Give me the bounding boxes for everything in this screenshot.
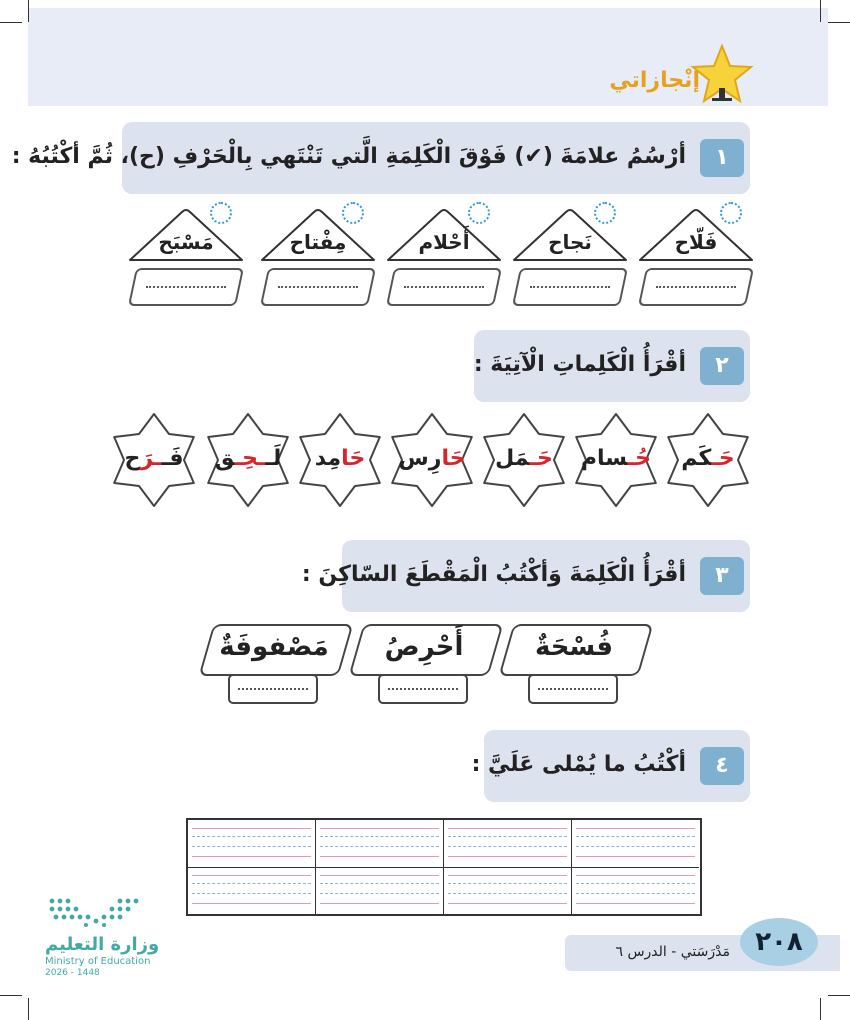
- writing-guide-line: [320, 903, 439, 904]
- checkmark-circle[interactable]: [342, 202, 364, 224]
- writing-guide-line: [192, 846, 311, 847]
- q1-word: فَلّاح: [674, 230, 718, 254]
- writing-guide-line: [448, 856, 567, 857]
- writing-guide-line: [448, 846, 567, 847]
- writing-guide-line: [320, 836, 439, 837]
- question-number-badge: ١: [700, 139, 744, 177]
- checkmark-circle[interactable]: [594, 202, 616, 224]
- writing-cell[interactable]: [444, 820, 572, 868]
- q2-word: فَــرَح: [124, 446, 184, 471]
- writing-cell[interactable]: [572, 820, 699, 868]
- question-3-instruction: أقْرَأُ الْكَلِمَةَ وَأكْتُبُ الْمَقْطَعَ السّاكِنَ :: [301, 562, 686, 587]
- answer-box[interactable]: [228, 674, 318, 704]
- writing-guide-line: [448, 828, 567, 829]
- checkmark-circle[interactable]: [468, 202, 490, 224]
- q1-word: نَجاح: [548, 230, 592, 254]
- answer-dots: [278, 286, 358, 288]
- q3-word: فُسْحَةٌ: [535, 632, 613, 662]
- answer-box[interactable]: [128, 268, 244, 306]
- question-2-bar: [474, 330, 750, 402]
- q2-word: حَـكَم: [681, 446, 735, 471]
- writing-guide-line: [192, 875, 311, 876]
- writing-guide-line: [576, 903, 695, 904]
- question-4-bar: [471, 730, 750, 802]
- writing-guide-line: [320, 846, 439, 847]
- writing-guide-line: [576, 836, 695, 837]
- question-4-instruction: أكْتُبُ ما يُمْلى عَلَيَّ :: [471, 752, 686, 777]
- ministry-name-arabic: وزارة التعليم: [45, 934, 160, 955]
- writing-cell[interactable]: [316, 867, 444, 914]
- q3-word: مَصْفوفَةٌ: [219, 632, 329, 662]
- writing-cell[interactable]: [572, 867, 699, 914]
- question-number-badge: ٣: [700, 557, 744, 595]
- ministry-year: 2026 - 1448: [45, 968, 100, 978]
- answer-box[interactable]: [512, 268, 628, 306]
- highlighted-letter: حَـ: [529, 446, 553, 471]
- answer-box[interactable]: [528, 674, 618, 704]
- highlighted-letter: حَـ: [711, 446, 735, 471]
- checkmark-circle[interactable]: [210, 202, 232, 224]
- question-3-bar: [301, 540, 750, 612]
- writing-guide-line: [448, 883, 567, 884]
- writing-cell[interactable]: [316, 820, 444, 868]
- writing-guide-line: [320, 856, 439, 857]
- highlighted-letter: ـحِـ: [234, 446, 266, 471]
- checkmark-circle[interactable]: [720, 202, 742, 224]
- highlighted-letter: حَا: [341, 446, 366, 471]
- q2-word: حُـسام: [580, 446, 651, 471]
- writing-guide-line: [192, 883, 311, 884]
- writing-guide-line: [576, 856, 695, 857]
- writing-cell[interactable]: [188, 820, 316, 868]
- answer-box[interactable]: [638, 268, 754, 306]
- q1-word: مَسْبَح: [158, 230, 214, 254]
- writing-cell[interactable]: [188, 867, 316, 914]
- writing-guide-line: [192, 828, 311, 829]
- highlighted-letter: حَا: [441, 446, 466, 471]
- writing-guide-line: [576, 846, 695, 847]
- q2-word: لَــحِـق: [214, 446, 282, 471]
- answer-dots: [404, 286, 484, 288]
- writing-guide-line: [448, 836, 567, 837]
- writing-guide-line: [576, 893, 695, 894]
- writing-guide-line: [192, 836, 311, 837]
- question-1-bar: [11, 122, 750, 194]
- q2-word: حَـمَل: [495, 446, 553, 471]
- writing-guide-line: [320, 875, 439, 876]
- q1-word: مِفْتاح: [289, 230, 347, 254]
- lesson-label: مَدْرَسَتي - الدرس ٦: [615, 944, 730, 960]
- writing-guide-line: [320, 883, 439, 884]
- answer-dots: [656, 286, 736, 288]
- answer-dots: [538, 688, 608, 690]
- q2-word: حَامِد: [314, 446, 366, 471]
- question-2-instruction: أقْرَأُ الْكَلِماتِ الْآتِيَةَ :: [473, 352, 686, 377]
- writing-guide-line: [192, 856, 311, 857]
- q3-word: أَحْرِصُ: [384, 632, 464, 662]
- writing-guide-line: [448, 875, 567, 876]
- writing-guide-line: [192, 893, 311, 894]
- writing-guide-line: [576, 828, 695, 829]
- ministry-name-english: Ministry of Education: [45, 956, 151, 967]
- q2-word: حَارِس: [398, 446, 466, 471]
- dictation-writing-grid[interactable]: [186, 818, 702, 916]
- writing-guide-line: [192, 903, 311, 904]
- q1-word: أَحْلام: [418, 230, 470, 254]
- page-title: إنْجازاتي: [609, 68, 700, 93]
- answer-dots: [530, 286, 610, 288]
- writing-guide-line: [448, 903, 567, 904]
- question-number-badge: ٢: [700, 347, 744, 385]
- writing-guide-line: [320, 893, 439, 894]
- highlighted-letter: ـرَ: [140, 446, 162, 471]
- answer-box[interactable]: [260, 268, 376, 306]
- answer-dots: [146, 286, 226, 288]
- writing-guide-line: [448, 893, 567, 894]
- answer-dots: [238, 688, 308, 690]
- answer-box[interactable]: [386, 268, 502, 306]
- writing-cell[interactable]: [444, 867, 572, 914]
- highlighted-letter: حُـ: [627, 446, 651, 471]
- writing-guide-line: [576, 875, 695, 876]
- answer-dots: [388, 688, 458, 690]
- page-number: ٢٠٨: [740, 918, 818, 966]
- question-1-instruction: أرْسُمُ علامَةَ (✔) فَوْقَ الْكَلِمَةِ الَّتي تَنْتَهي بِالْحَرْفِ (ح)، ثُمَّ أكْتُبُهُ :: [11, 144, 686, 169]
- answer-box[interactable]: [378, 674, 468, 704]
- writing-guide-line: [320, 828, 439, 829]
- writing-guide-line: [576, 883, 695, 884]
- ministry-logo-icon: [46, 895, 142, 931]
- question-number-badge: ٤: [700, 747, 744, 785]
